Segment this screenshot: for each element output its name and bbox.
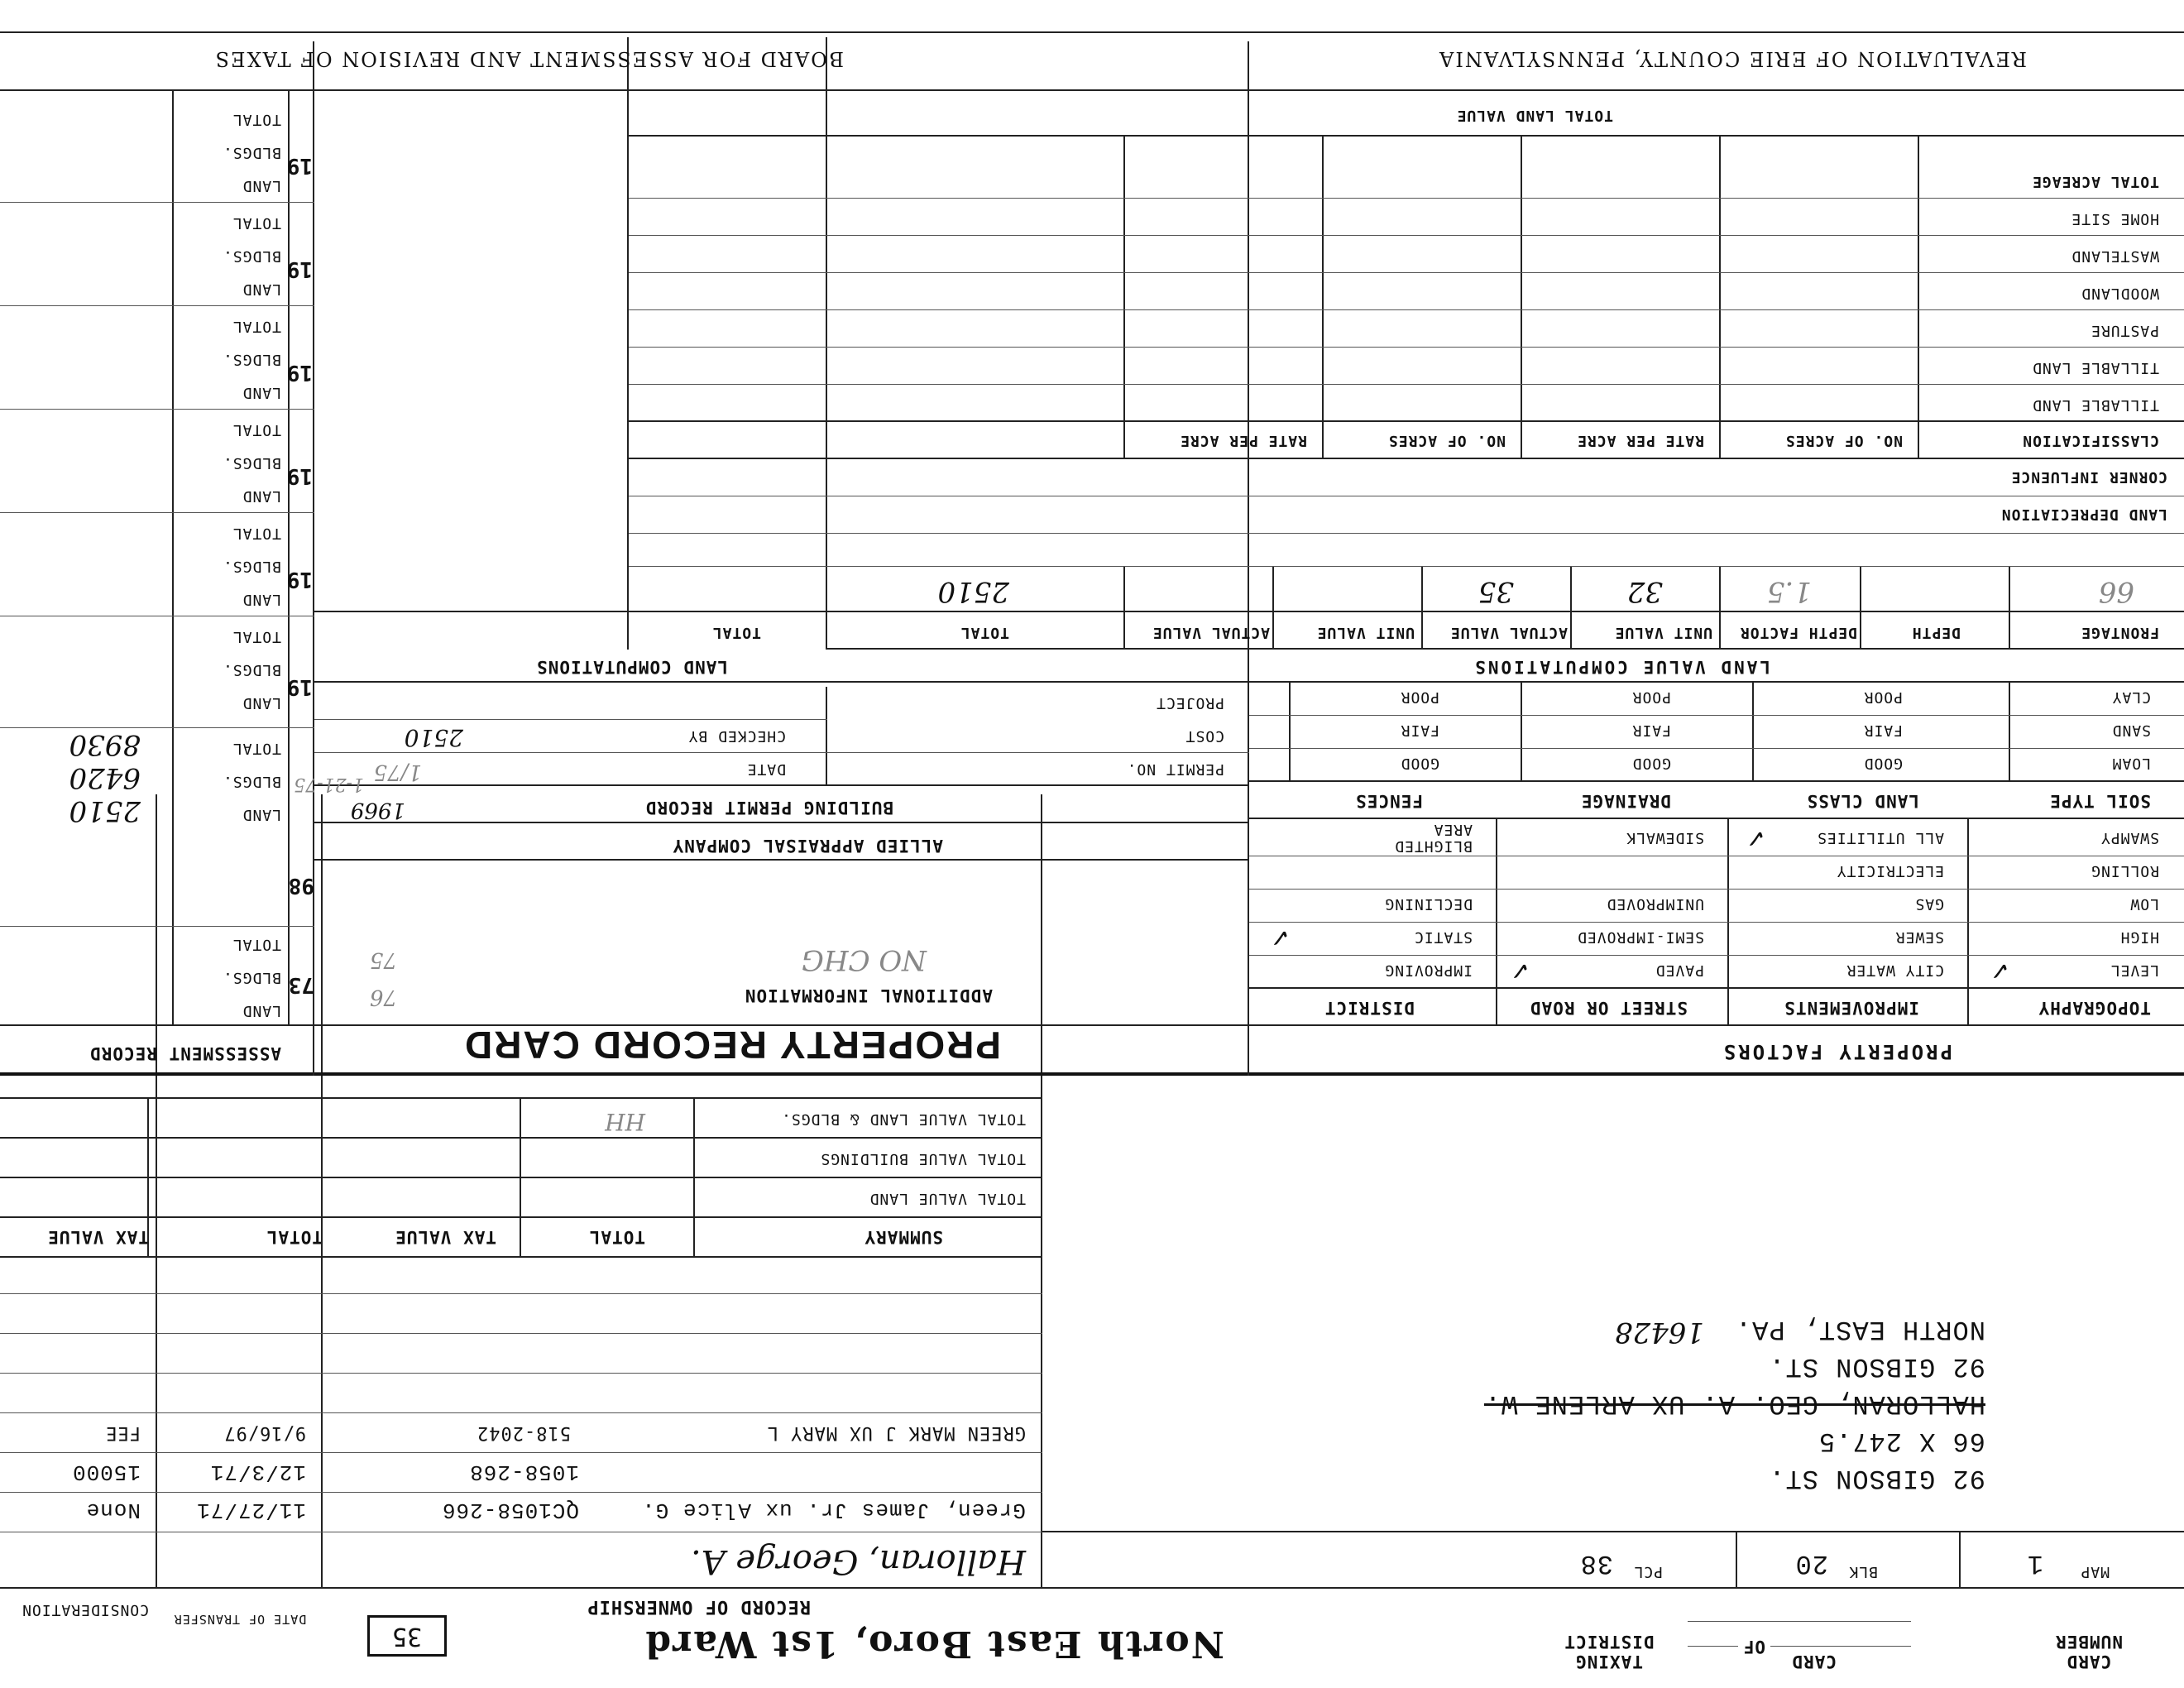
card-number-label: CARD NUMBER [2055, 1632, 2123, 1671]
corner-influence-label: CORNER INFLUENCE [2010, 468, 2167, 486]
divider [0, 31, 2184, 33]
topography-level-check: ✓ [1989, 956, 2010, 985]
assessment-row-land-5: LAND [242, 487, 281, 505]
assessment-year-prefix-6: 19 [286, 360, 313, 385]
acreage-woodland: WOODLAND [2081, 285, 2159, 302]
land-class-label: LAND CLASS [1806, 791, 1919, 811]
column-unit-value-2: UNIT VALUE [1316, 624, 1415, 641]
divider [0, 1072, 2184, 1076]
topography-label: TOPOGRAPHY [2038, 998, 2151, 1018]
divider [0, 89, 2184, 91]
property-factors-title: PROPERTY FACTORS [1721, 1040, 1952, 1063]
divider [314, 611, 2184, 612]
year-mark-1: 76 [369, 985, 397, 1009]
assessment-row-total-5: TOTAL [232, 421, 281, 439]
assessment-row-total-1: TOTAL [232, 936, 281, 953]
divider [629, 309, 2184, 310]
divider [156, 794, 157, 1589]
assessment-total-98: 8930 [69, 728, 141, 761]
date-3: 12/3/71 [209, 1460, 306, 1484]
assessment-row-total-8: TOTAL [232, 111, 281, 128]
assessment-row-bldgs-1: BLDGS. [222, 969, 281, 986]
company-name: ALLIED APPRAISAL COMPANY [672, 836, 943, 856]
consideration-3: 15000 [71, 1460, 141, 1484]
footer-right-text: BOARD FOR ASSESSMENT AND REVISION OF TAXES [213, 47, 844, 70]
divider [1521, 683, 1522, 782]
divider [629, 458, 2184, 459]
divider [1248, 41, 1249, 1076]
divider [629, 135, 2184, 137]
date-value: 1/75 [373, 760, 422, 784]
date-label: DATE [746, 760, 786, 778]
date-of-transfer-label: DATE OF TRANSFER [173, 1612, 307, 1627]
assessment-row-land-3: LAND [242, 694, 281, 712]
assessment-row-land-7: LAND [242, 281, 281, 298]
divider [314, 752, 1249, 753]
divider [1521, 137, 1522, 459]
divider [0, 1333, 1042, 1334]
no-of-acres-label: NO. OF ACRES [1784, 432, 1903, 449]
deed-2: QC1058-266 [441, 1498, 579, 1523]
address-zip-handwritten: 16428 [1614, 1316, 1704, 1349]
checked-by-label: CHECKED BY [687, 727, 786, 745]
assessment-row-bldgs-5: BLDGS. [222, 454, 281, 472]
assessment-row-bldgs-7: BLDGS. [222, 247, 281, 265]
assessment-title: ASSESSMENT RECORD [89, 1043, 281, 1063]
fences-poor: POOR [1400, 688, 1439, 706]
divider [2009, 683, 2010, 782]
assessment-year-prefix-4: 19 [286, 567, 313, 592]
soil-sand: SAND [2111, 722, 2151, 739]
divider [1041, 794, 1042, 1589]
divider [0, 512, 314, 513]
assessment-row-total-6: TOTAL [232, 318, 281, 335]
topography-level: LEVEL [2110, 961, 2159, 979]
divider [0, 1256, 1042, 1258]
divider [0, 926, 314, 927]
no-of-acres-label-2: NO. OF ACRES [1387, 432, 1506, 449]
owner-2: Green, James Jr. ux Alice G. [641, 1498, 1026, 1523]
divider [1249, 780, 2184, 782]
classification-label: CLASSIFICATION [2022, 432, 2159, 449]
district-name: North East Boro, 1st Ward [644, 1623, 1224, 1665]
divider [0, 1587, 2184, 1589]
improvements-all-utilities: ALL UTILITIES [1817, 829, 1944, 846]
total-land-value-label: TOTAL LAND VALUE [1456, 107, 1613, 124]
assessment-year-1: 73 [288, 972, 314, 997]
district-static: STATIC [1413, 928, 1473, 946]
cost-label: COST [1185, 727, 1224, 745]
map-label: MAP [2080, 1563, 2110, 1580]
summary-row-land-bldgs: TOTAL VALUE LAND & BLDGS. [781, 1110, 1026, 1128]
fences-fair: FAIR [1400, 722, 1439, 739]
divider [1249, 955, 2184, 956]
assessment-row-total-4: TOTAL [232, 525, 281, 542]
footer-left-text: REVALUATION OF ERIE COUNTY, PENNSYLVANIA [1438, 47, 2027, 70]
drainage-poor: POOR [1631, 688, 1671, 706]
card-label: CARD [1791, 1652, 1837, 1671]
divider [0, 1293, 1042, 1294]
total-value-1: 2510 [937, 575, 1009, 608]
summary-tax-value-label-2: TAX VALUE [47, 1227, 149, 1247]
deed-3: 1058-268 [469, 1460, 579, 1484]
divider [0, 1452, 1042, 1453]
divider [1688, 1646, 1911, 1647]
taxing-district-label: TAXING DISTRICT [1564, 1632, 1655, 1671]
divider [1496, 819, 1497, 1026]
assessment-year-prefix-3: 19 [286, 674, 313, 699]
divider [629, 566, 2184, 567]
divider [172, 91, 174, 1026]
divider [1249, 922, 2184, 923]
district-blighted-area: BLIGHTED AREA [1394, 821, 1473, 855]
divider [0, 1097, 1042, 1099]
permit-no-label: PERMIT NO. [1126, 760, 1224, 778]
land-class-fair: FAIR [1863, 722, 1903, 739]
soil-loam: LOAM [2111, 755, 2151, 772]
assessment-row-bldgs-3: BLDGS. [222, 661, 281, 679]
owner-1: Halloran, George A. [691, 1542, 1026, 1580]
divider [1570, 567, 1572, 650]
year-mark-3: 1-21-75 [294, 774, 364, 794]
district-declining: DECLINING [1384, 895, 1473, 913]
divider [0, 1373, 1042, 1374]
district-label: DISTRICT [1324, 998, 1415, 1018]
frontage-value: 66 [2098, 575, 2134, 608]
assessment-year-2: 98 [288, 873, 314, 898]
divider [693, 1099, 695, 1258]
blk-value: 20 [1794, 1548, 1828, 1579]
divider [629, 384, 2184, 385]
deed-4: 518-2042 [477, 1422, 571, 1443]
date-4: 9/16/97 [223, 1422, 306, 1443]
divider [827, 648, 2184, 650]
divider [629, 198, 2184, 199]
summary-total-label: TOTAL [588, 1227, 645, 1247]
divider [0, 727, 314, 728]
assessment-row-bldgs-2: BLDGS. [222, 773, 281, 790]
divider [1123, 137, 1125, 459]
blk-label: BLK [1848, 1563, 1878, 1580]
consideration-4: FEE [105, 1422, 141, 1443]
column-depth-factor: DEPTH FACTOR [1739, 624, 1857, 641]
assessment-bldgs-98: 6420 [69, 761, 141, 794]
divider [2009, 567, 2010, 650]
divider [1736, 1532, 1737, 1589]
assessment-row-land-2: LAND [242, 806, 281, 823]
divider [1421, 567, 1423, 650]
assessment-row-land-6: LAND [242, 384, 281, 401]
assessment-row-land-4: LAND [242, 591, 281, 608]
acreage-home-site: HOME SITE [2071, 210, 2159, 228]
assessment-row-bldgs-4: BLDGS. [222, 558, 281, 575]
divider [1860, 567, 1861, 650]
divider [0, 409, 314, 410]
divider [1249, 748, 2184, 749]
column-actual-value-2: ACTUAL VALUE [1152, 624, 1270, 641]
divider [1249, 715, 2184, 716]
divider [1249, 818, 2184, 819]
land-value-title: LAND VALUE COMPUTATIONS [1473, 657, 1770, 677]
improvements-label: IMPROVEMENTS [1784, 998, 1919, 1018]
rate-per-acre-label-2: RATE PER ACRE [1180, 432, 1307, 449]
address-line-1: 92 GIBSON ST. [1768, 1463, 1985, 1494]
soil-type-label: SOIL TYPE [2049, 791, 2151, 811]
improvements-sewer: SEWER [1894, 928, 1944, 946]
rate-per-acre-label: RATE PER ACRE [1577, 432, 1704, 449]
year-mark-2: 75 [369, 947, 397, 972]
street-semi-improved: SEMI-IMPROVED [1577, 928, 1704, 946]
soil-clay: CLAY [2111, 688, 2151, 706]
summary-tax-value-label: TAX VALUE [395, 1227, 496, 1247]
summary-title: SUMMARY [864, 1227, 943, 1247]
divider [1918, 137, 1919, 459]
divider [629, 533, 2184, 534]
acreage-tillable-1: TILLABLE LAND [2032, 396, 2159, 414]
drainage-good: GOOD [1631, 755, 1671, 772]
land-class-poor: POOR [1863, 688, 1903, 706]
unit-value-1: 32 [1626, 575, 1663, 608]
of-label: OF [1738, 1637, 1770, 1657]
divider [0, 1177, 1042, 1178]
divider [314, 784, 1249, 786]
topography-rolling: ROLLING [2091, 862, 2159, 880]
building-permit-label: BUILDING PERMIT RECORD [644, 798, 893, 818]
address-line-5: NORTH EAST, PA. [1734, 1314, 1985, 1345]
divider [1727, 819, 1729, 1026]
topography-high: HIGH [2119, 928, 2159, 946]
divider [629, 347, 2184, 348]
acreage-wasteland: WASTELAND [2071, 247, 2159, 265]
divider [314, 859, 1249, 861]
checked-by-value: 2510 [404, 724, 463, 751]
divider [147, 1099, 149, 1258]
address-line-2: 66 X 247.5 [1818, 1426, 1985, 1456]
divider [1289, 683, 1291, 782]
assessment-row-total-2: TOTAL [232, 740, 281, 757]
assessment-row-bldgs-6: BLDGS. [222, 351, 281, 368]
improvements-electricity: ELECTRICITY [1836, 862, 1944, 880]
divider [520, 1099, 521, 1258]
divider [629, 235, 2184, 236]
district-code-box: 35 [367, 1615, 447, 1657]
acreage-tillable-2: TILLABLE LAND [2032, 359, 2159, 376]
divider [314, 822, 1249, 823]
column-total-2: TOTAL [711, 624, 761, 641]
summary-total-value: HH [605, 1108, 645, 1135]
depth-factor-value: 1.5 [1766, 575, 1812, 608]
land-computations-label: LAND COMPUTATIONS [536, 657, 728, 677]
divider [629, 272, 2184, 273]
divider [826, 687, 827, 786]
date-2: 11/27/71 [196, 1498, 306, 1523]
divider [826, 37, 827, 650]
column-actual-value: ACTUAL VALUE [1449, 624, 1568, 641]
divider [629, 420, 2184, 422]
divider [1959, 1532, 1961, 1589]
divider [314, 719, 827, 720]
district-static-check: ✓ [1269, 923, 1291, 952]
street-sidewalk: SIDEWALK [1626, 829, 1704, 846]
fences-label: FENCES [1355, 791, 1423, 811]
improvements-all-utilities-check: ✓ [1745, 823, 1766, 852]
column-depth: DEPTH [1911, 624, 1961, 641]
land-depreciation-label: LAND DEPRECIATION [2000, 506, 2167, 523]
acreage-pasture: PASTURE [2091, 322, 2159, 339]
divider [0, 1412, 1042, 1413]
divider [1272, 567, 1274, 650]
address-line-4: 92 GIBSON ST. [1768, 1351, 1985, 1382]
additional-info-label: ADDITIONAL INFORMATION [744, 985, 993, 1005]
consideration-2: None [85, 1498, 141, 1523]
summary-row-land: TOTAL VALUE LAND [869, 1190, 1026, 1207]
divider [1249, 889, 2184, 890]
owner-4: GREEN MARK J UX MARY L [766, 1422, 1026, 1443]
assessment-year-prefix-8: 19 [286, 153, 313, 178]
address-line-3-struck: HALLORAN, GEO. A. UX ARLENE W. [1483, 1388, 1985, 1419]
pcl-value: 38 [1579, 1548, 1613, 1579]
project-label: PROJECT [1156, 694, 1224, 712]
divider [1688, 1621, 1911, 1622]
drainage-fair: FAIR [1631, 722, 1671, 739]
divider [1042, 1531, 2184, 1532]
divider [0, 1492, 1042, 1493]
divider [1322, 137, 1324, 459]
divider [314, 681, 827, 683]
divider [0, 1137, 1042, 1139]
topography-low: LOW [2129, 895, 2159, 913]
assessment-year-prefix-5: 19 [286, 463, 313, 488]
district-improving: IMPROVING [1384, 961, 1473, 979]
divider [313, 41, 314, 1076]
assessment-row-bldgs-8: BLDGS. [222, 144, 281, 161]
consideration-label: CONSIDERATION [22, 1601, 149, 1618]
summary-row-buildings: TOTAL VALUE BUILDINGS [820, 1150, 1026, 1168]
assessment-year-prefix-7: 19 [286, 257, 313, 281]
permit-year: 1969 [350, 798, 405, 822]
divider [1752, 683, 1754, 782]
assessment-row-land-1: LAND [242, 1002, 281, 1019]
column-unit-value: UNIT VALUE [1614, 624, 1712, 641]
pcl-label: PCL [1633, 1563, 1663, 1580]
divider [0, 1216, 1042, 1218]
improvements-city-water: CITY WATER [1846, 961, 1944, 979]
divider [1967, 819, 1969, 1026]
assessment-row-land-8: LAND [242, 177, 281, 194]
divider [321, 1099, 323, 1258]
divider [1719, 567, 1721, 650]
land-class-good: GOOD [1863, 755, 1903, 772]
street-unimproved: UNIMPROVED [1606, 895, 1704, 913]
topography-swampy: SWAMPY [2100, 829, 2159, 846]
divider [627, 37, 629, 650]
improvements-gas: GAS [1914, 895, 1944, 913]
divider [827, 681, 2184, 683]
acreage-total: TOTAL ACREAGE [2032, 173, 2159, 190]
drainage-label: DRAINAGE [1580, 791, 1671, 811]
column-frontage: FRONTAGE [2081, 624, 2159, 641]
summary-total-label-2: TOTAL [266, 1227, 323, 1247]
street-paved: PAVED [1655, 961, 1704, 979]
assessment-row-total-3: TOTAL [232, 628, 281, 645]
divider [0, 1024, 2184, 1026]
ownership-title: RECORD OF OWNERSHIP [587, 1596, 811, 1617]
property-record-card-title: PROPERTY RECORD CARD [463, 1024, 1001, 1067]
additional-info-note: NO CHG [801, 943, 927, 976]
street-label: STREET OR ROAD [1529, 998, 1688, 1018]
map-value: 1 [2026, 1548, 2043, 1579]
assessment-row-total-7: TOTAL [232, 214, 281, 232]
fences-good: GOOD [1400, 755, 1439, 772]
divider [1249, 987, 2184, 989]
divider [1719, 137, 1721, 459]
divider [1123, 567, 1125, 650]
actual-value-1: 35 [1478, 575, 1514, 608]
assessment-land-98: 2510 [69, 794, 141, 827]
column-total: TOTAL [960, 624, 1009, 641]
divider [0, 202, 314, 203]
divider [0, 305, 314, 306]
street-paved-check: ✓ [1509, 956, 1530, 985]
